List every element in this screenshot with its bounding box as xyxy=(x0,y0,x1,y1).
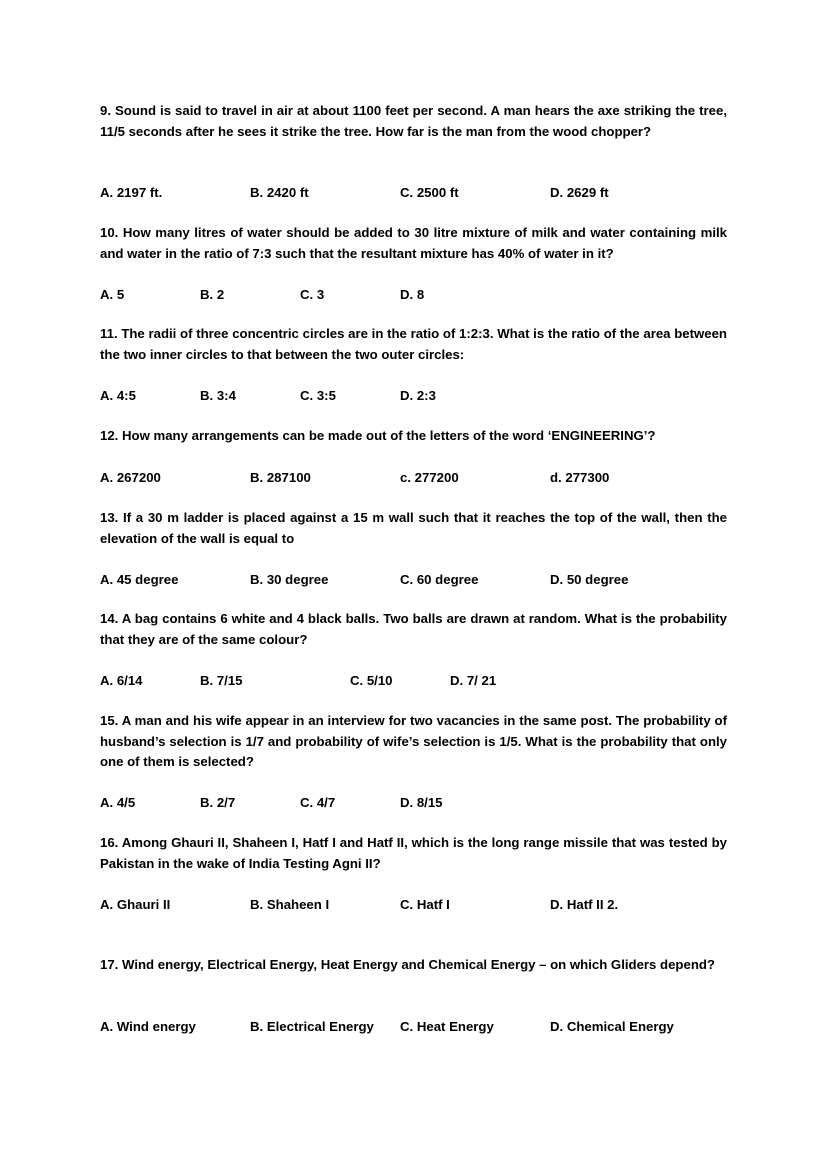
question-16-text: 16. Among Ghauri II, Shaheen I, Hatf I and Hatf II, which is the long range missile that was tested by Pakistan in the wake of India Testing Agni II? xyxy=(100,835,727,871)
question-10-option-b: B. 2 xyxy=(200,287,225,302)
question-10-text: 10. How many litres of water should be added to 30 litre mixture of milk and water containing milk and water in the ratio of 7:3 such that the resultant mixture has 40% of water in it? xyxy=(100,225,727,261)
question-15-option-a: A. 4/5 xyxy=(100,795,136,810)
question-13-option-d: D. 50 degree xyxy=(550,572,629,587)
question-16-option-a: A. Ghauri II xyxy=(100,897,171,912)
question-13-option-c: C. 60 degree xyxy=(400,572,479,587)
question-16-option-b: B. Shaheen I xyxy=(250,897,330,912)
question-16-option-c: C. Hatf I xyxy=(400,897,450,912)
question-12-option-b: B. 287100 xyxy=(250,470,311,485)
question-9-option-d: D. 2629 ft xyxy=(550,185,609,200)
question-14-option-d: D. 7/ 21 xyxy=(450,673,497,688)
question-13-option-a: A. 45 degree xyxy=(100,572,179,587)
question-12-option-c: c. 277200 xyxy=(400,470,459,485)
question-16-option-d: D. Hatf II 2. xyxy=(550,897,619,912)
question-9-text: 9. Sound is said to travel in air at about 1100 feet per second. A man hears the axe striking the tree, 11/5 seconds after he sees it strike the tree. How far is the man from the wood chopper? xyxy=(100,103,727,139)
question-11-option-a: A. 4:5 xyxy=(100,388,136,403)
question-10-option-c: C. 3 xyxy=(300,287,325,302)
question-17-option-b: B. Electrical Energy xyxy=(250,1019,374,1034)
question-9-option-c: C. 2500 ft xyxy=(400,185,459,200)
question-17-text: 17. Wind energy, Electrical Energy, Heat Energy and Chemical Energy – on which Gliders depend? xyxy=(100,957,715,972)
question-12-option-a: A. 267200 xyxy=(100,470,161,485)
question-14-option-c: C. 5/10 xyxy=(350,673,393,688)
question-15-option-b: B. 2/7 xyxy=(200,795,236,810)
question-14-option-a: A. 6/14 xyxy=(100,673,143,688)
question-15-text: 15. A man and his wife appear in an interview for two vacancies in the same post. The probability of husband’s selection is 1/7 and probability of wife’s selection is 1/5. What is the probability that only one of them is selected? xyxy=(100,713,727,769)
question-17-option-c: C. Heat Energy xyxy=(400,1019,494,1034)
question-11-option-b: B. 3:4 xyxy=(200,388,236,403)
question-10-option-d: D. 8 xyxy=(400,287,425,302)
question-12-option-d: d. 277300 xyxy=(550,470,610,485)
question-15-option-d: D. 8/15 xyxy=(400,795,443,810)
question-14-text: 14. A bag contains 6 white and 4 black balls. Two balls are drawn at random. What is the probability that they are of the same colour? xyxy=(100,611,727,647)
question-13-text: 13. If a 30 m ladder is placed against a 15 m wall such that it reaches the top of the wall, then the elevation of the wall is equal to xyxy=(100,510,727,546)
question-9-option-a: A. 2197 ft. xyxy=(100,185,163,200)
question-15-option-c: C. 4/7 xyxy=(300,795,336,810)
question-9-option-b: B. 2420 ft xyxy=(250,185,309,200)
question-11-option-c: C. 3:5 xyxy=(300,388,336,403)
question-11-option-d: D. 2:3 xyxy=(400,388,436,403)
question-14-option-b: B. 7/15 xyxy=(200,673,243,688)
question-17-option-a: A. Wind energy xyxy=(100,1019,196,1034)
question-11-text: 11. The radii of three concentric circles are in the ratio of 1:2:3. What is the ratio of the area between the two inner circles to that between the two outer circles: xyxy=(100,326,727,362)
question-10-option-a: A. 5 xyxy=(100,287,125,302)
question-12-text: 12. How many arrangements can be made out of the letters of the word ‘ENGINEERING’? xyxy=(100,428,656,443)
question-17-option-d: D. Chemical Energy xyxy=(550,1019,674,1034)
question-13-option-b: B. 30 degree xyxy=(250,572,329,587)
